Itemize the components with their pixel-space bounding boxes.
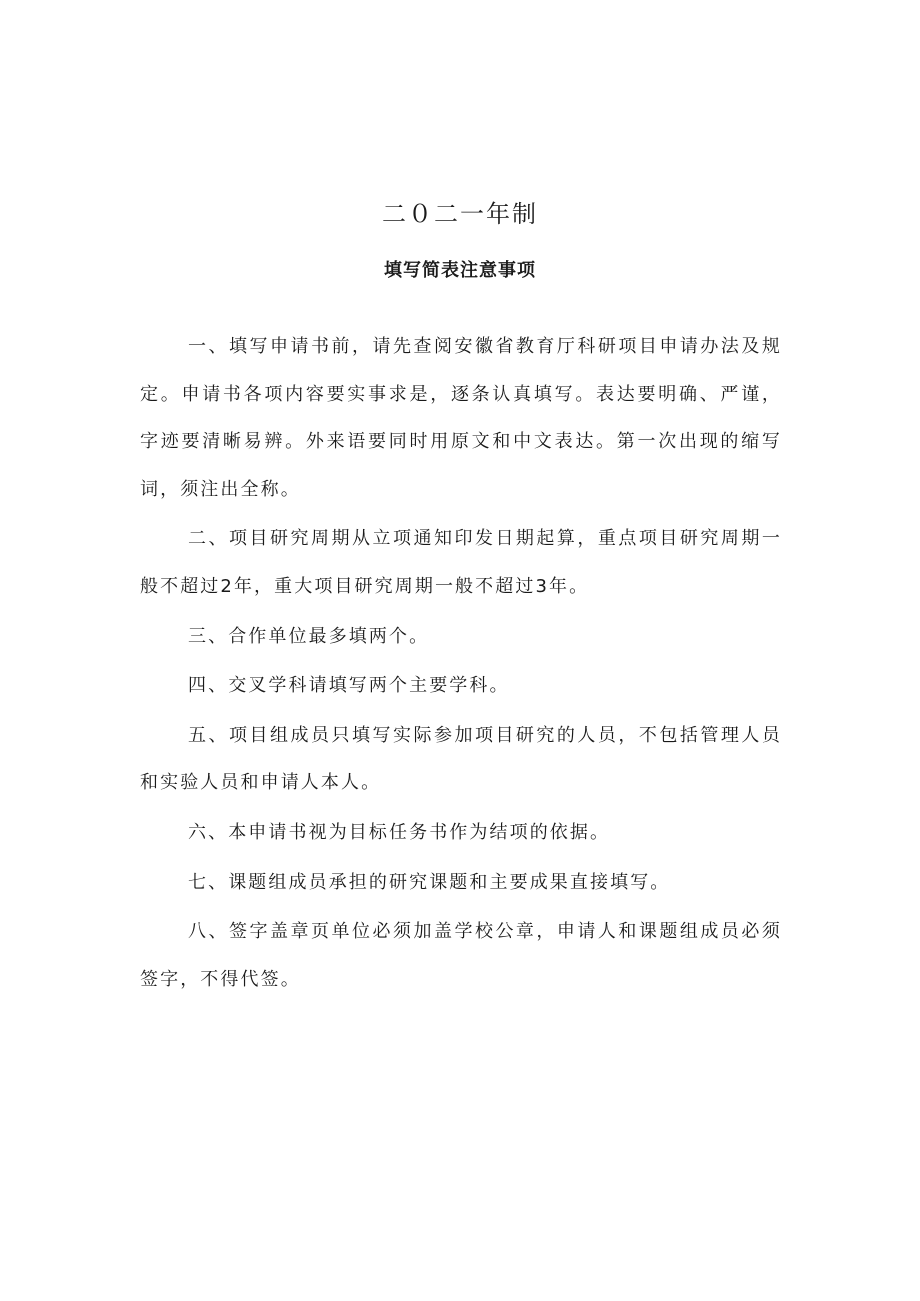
note-item-7: 七、课题组成员承担的研究课题和主要成果直接填写。 [188,871,671,893]
note-item-8: 八、签字盖章页单位必须加盖学校公章，申请人和课题组成员必须签字，不得代签。 [140,921,782,990]
notes-list [140,323,782,1005]
note-item-2: 二、项目研究周期从立项通知印发日期起算，重点项目研究周期一般不超过2年，重大项目研究周期一般不超过3年。 [140,528,782,597]
note-item-4: 四、交叉学科请填写两个主要学科。 [188,675,510,697]
notes-heading: 填写简表注意事项 [384,260,536,281]
note-item-6: 六、本申请书视为目标任务书作为结项的依据。 [188,821,611,843]
note-item-1: 一、填写申请书前，请先查阅安徽省教育厅科研项目申请办法及规定。申请书各项内容要实事求是，逐条认真填写。表达要明确、严谨，字迹要清晰易辨。外来语要同时用原文和中文表达。第一次出现的缩写词，须注出全称。 [140,336,782,500]
note-item-3: 三、合作单位最多填两个。 [188,625,430,647]
note-item-5: 五、项目组成员只填写实际参加项目研究的人员，不包括管理人员和实验人员和申请人本人。 [140,724,782,794]
year-line: 二０二一年制 [382,200,538,228]
